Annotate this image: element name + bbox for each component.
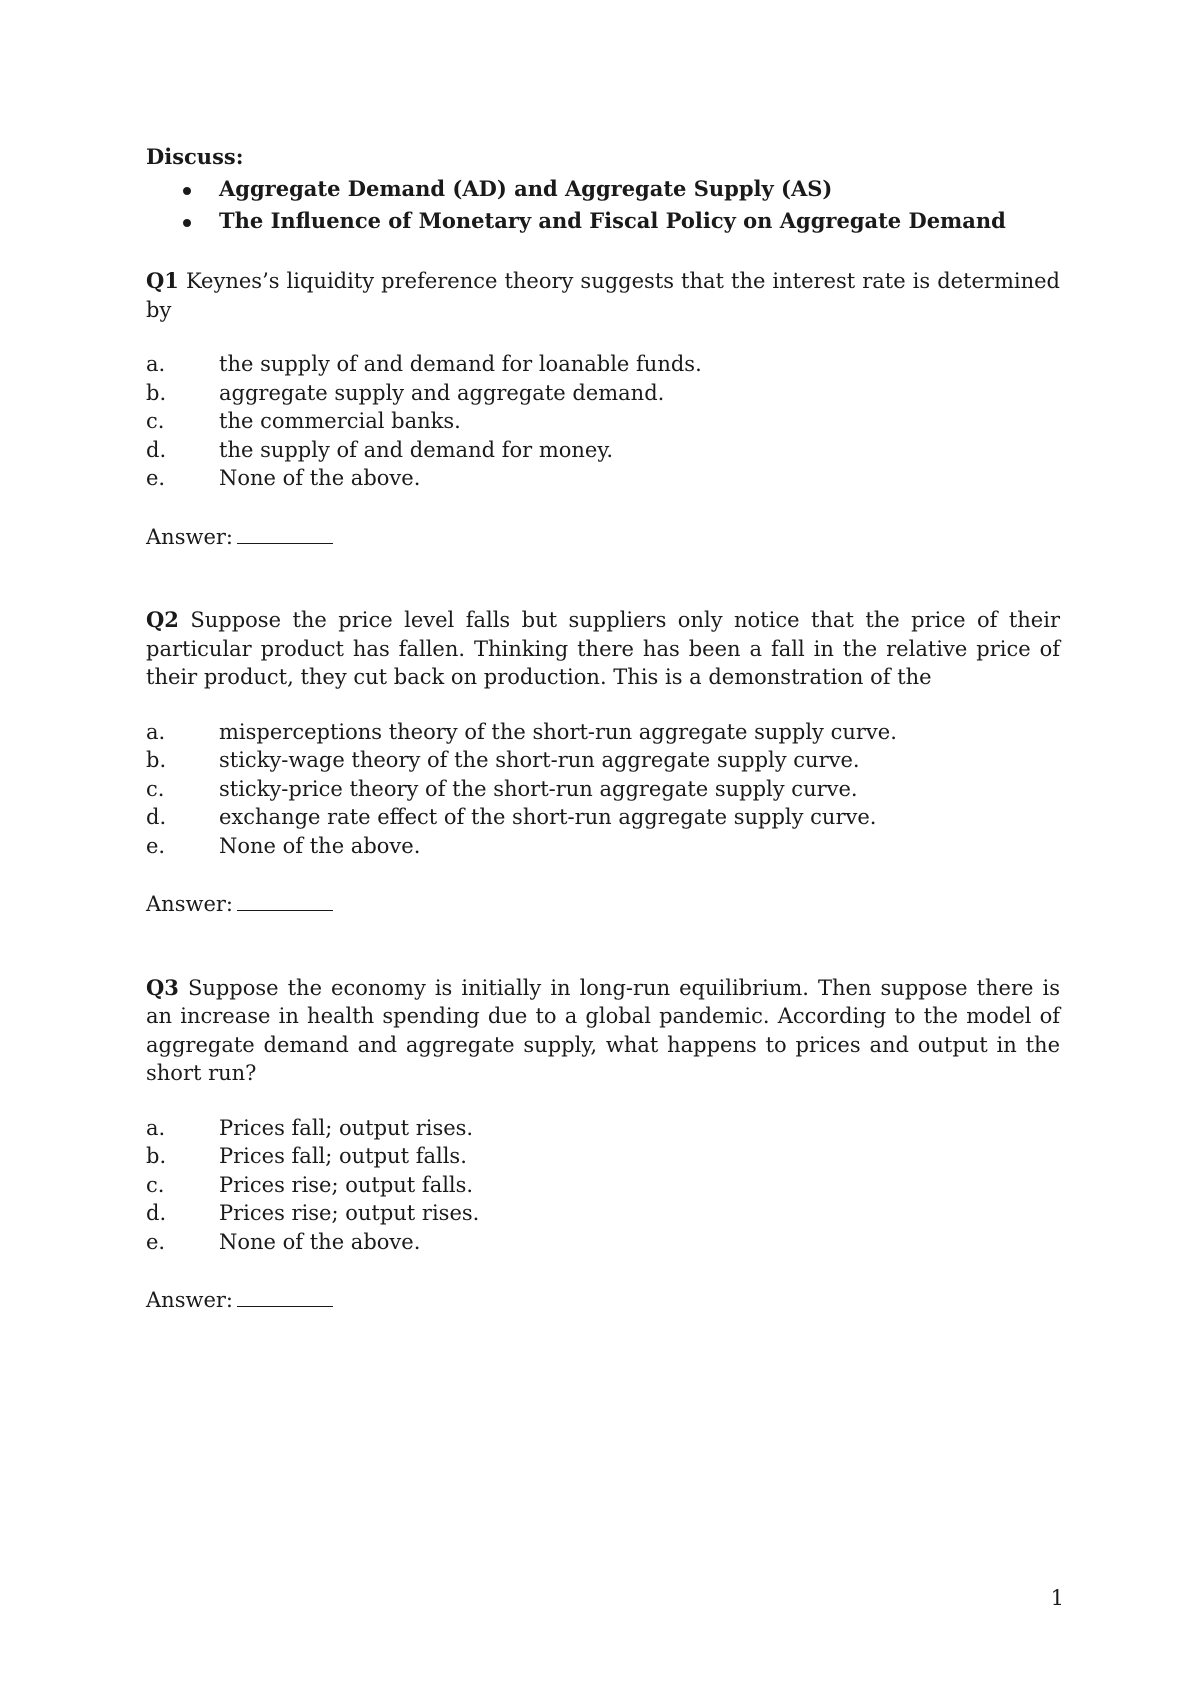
option-letter: d.	[146, 437, 167, 462]
option-text: None of the above.	[219, 1229, 421, 1254]
option-text: Prices fall; output rises.	[219, 1115, 474, 1140]
discuss-heading: Discuss:	[146, 144, 244, 169]
bullet-icon	[183, 187, 191, 195]
option-item	[146, 350, 1060, 379]
option-item	[146, 718, 1060, 747]
discuss-topic-text: The Influence of Monetary and Fiscal Policy on Aggregate Demand	[219, 208, 1006, 233]
option-list	[146, 1114, 1060, 1257]
option-item	[146, 1142, 1060, 1171]
option-item	[146, 803, 1060, 832]
option-letter: c.	[146, 1172, 165, 1197]
option-text: None of the above.	[219, 833, 421, 858]
option-text: the commercial banks.	[219, 409, 461, 433]
answer-line	[146, 888, 1060, 919]
option-item	[146, 746, 1060, 775]
option-item	[146, 1171, 1060, 1200]
option-text: the supply of and demand for money.	[219, 437, 614, 462]
answer-label: Answer:	[146, 524, 233, 549]
option-item	[146, 832, 1060, 861]
option-letter: b.	[146, 380, 167, 405]
option-letter: b.	[146, 1144, 167, 1168]
option-text: Prices fall; output falls.	[219, 1144, 467, 1168]
discuss-topic	[146, 175, 1060, 207]
option-item	[146, 1114, 1060, 1143]
option-list	[146, 718, 1060, 861]
question-text	[146, 267, 1060, 324]
discuss-topic-list	[146, 175, 1060, 239]
option-letter: a.	[146, 719, 166, 744]
option-item	[146, 1228, 1060, 1257]
option-letter: a.	[146, 1115, 166, 1140]
option-letter: b.	[146, 748, 167, 772]
option-letter: e.	[146, 1229, 166, 1254]
question-3	[146, 974, 1060, 1315]
discuss-topic	[146, 207, 1060, 239]
question-1	[146, 267, 1060, 551]
option-item	[146, 464, 1060, 493]
question-2	[146, 606, 1060, 919]
question-stem: Keynes’s liquidity preference theory suggests that the interest rate is determined by	[146, 269, 1060, 322]
option-letter: d.	[146, 805, 167, 829]
question-number: Q2	[146, 607, 179, 632]
question-stem: Suppose the price level falls but suppliers only notice that the price of their particular product has fallen. Thinking there has been a fall in the relative price of their product, they cut back on production. This is a demonstration of the	[146, 608, 1060, 689]
answer-blank[interactable]	[237, 521, 333, 544]
answer-label: Answer:	[146, 1288, 233, 1312]
option-text: the supply of and demand for loanable funds.	[219, 352, 702, 376]
answer-blank[interactable]	[237, 1284, 333, 1307]
option-text: exchange rate effect of the short-run aggregate supply curve.	[219, 805, 877, 829]
answer-blank[interactable]	[237, 888, 333, 911]
bullet-icon	[183, 219, 191, 227]
document-page	[146, 143, 1060, 1315]
option-item	[146, 1199, 1060, 1228]
answer-line	[146, 1284, 1060, 1315]
option-text: sticky-wage theory of the short-run aggregate supply curve.	[219, 748, 860, 772]
question-text	[146, 606, 1060, 692]
option-text: aggregate supply and aggregate demand.	[219, 380, 665, 405]
answer-line	[146, 521, 1060, 552]
option-item	[146, 407, 1060, 436]
option-text: Prices rise; output rises.	[219, 1201, 480, 1225]
option-text: Prices rise; output falls.	[219, 1172, 474, 1197]
option-item	[146, 436, 1060, 465]
option-text: sticky-price theory of the short-run aggregate supply curve.	[219, 776, 858, 801]
option-item	[146, 379, 1060, 408]
question-number: Q3	[146, 974, 179, 1000]
option-letter: e.	[146, 466, 166, 490]
option-letter: c.	[146, 409, 165, 433]
option-text: None of the above.	[219, 466, 421, 490]
question-text	[146, 974, 1060, 1088]
option-letter: c.	[146, 776, 165, 801]
option-text: misperceptions theory of the short-run aggregate supply curve.	[219, 719, 897, 744]
option-letter: a.	[146, 352, 166, 376]
question-stem: Suppose the economy is initially in long-run equilibrium. Then suppose there is an increase in health spending due to a global pandemic. According to the model of aggregate demand and aggregate supply, what happens to prices and output in the short run?	[146, 975, 1060, 1085]
discuss-topic-text: Aggregate Demand (AD) and Aggregate Supply (AS)	[219, 176, 833, 201]
option-list	[146, 350, 1060, 493]
answer-label: Answer:	[146, 892, 233, 916]
option-item	[146, 775, 1060, 804]
option-letter: d.	[146, 1201, 167, 1225]
option-letter: e.	[146, 833, 166, 858]
question-number: Q1	[146, 268, 179, 293]
page-number: 1	[1050, 1586, 1064, 1610]
